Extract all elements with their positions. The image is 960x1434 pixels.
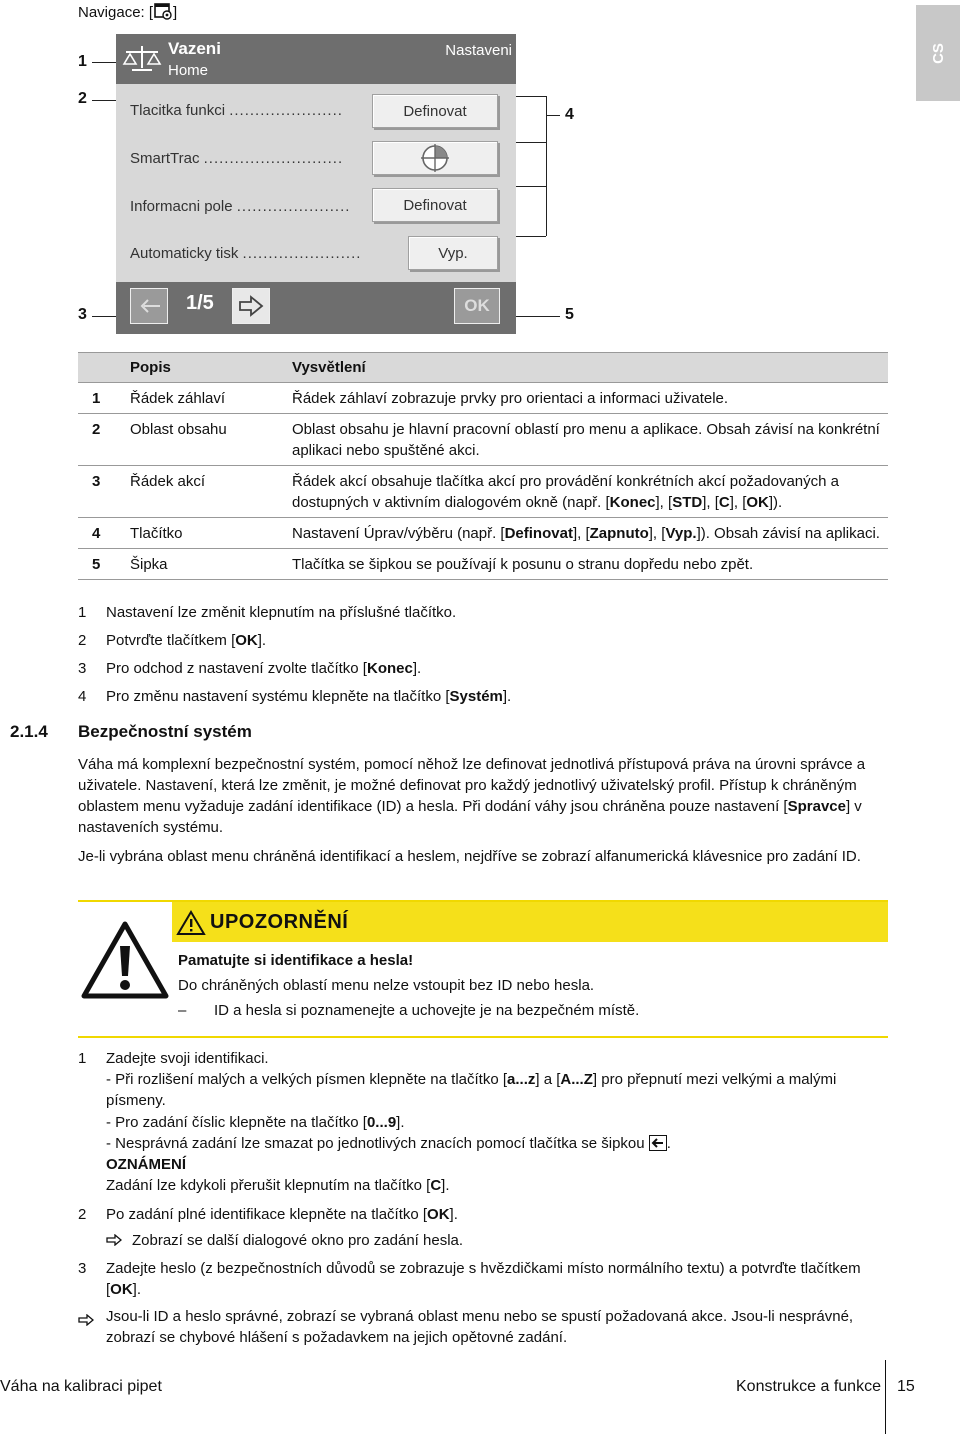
sub-bullet-case: - Při rozlišení malých a velkých písmen klepněte na tlačítko [a...z] a [A...Z] pro přepnutí mezi velkými a malými písmeny. xyxy=(106,1071,837,1109)
define-button-2[interactable]: Definovat xyxy=(372,188,498,222)
table-row xyxy=(78,466,888,518)
row-label: Tlacitka funkci xyxy=(130,102,226,119)
device-screenshot xyxy=(116,34,516,334)
backspace-arrow-icon xyxy=(649,1135,667,1151)
table-header-row xyxy=(78,353,888,383)
row-label: SmartTrac xyxy=(130,150,200,167)
description-table xyxy=(78,352,888,580)
row-number: 4 xyxy=(78,518,126,549)
result-arrow xyxy=(78,1310,94,1331)
define-button-1[interactable]: Definovat xyxy=(372,94,498,128)
smarttrac-icon xyxy=(419,143,451,173)
callout-4: 4 xyxy=(565,106,574,123)
page-indicator: 1/5 xyxy=(186,292,214,314)
screen-header xyxy=(116,34,516,84)
screen-row-info-field xyxy=(130,198,350,215)
callout-3: 3 xyxy=(78,306,87,323)
settings-window-icon xyxy=(154,2,172,20)
row-number: 1 xyxy=(78,383,126,414)
table-header-explanation: Vysvětlení xyxy=(288,353,888,383)
screen-title: Vazeni xyxy=(168,39,221,58)
row-dots: ....................... xyxy=(242,245,362,262)
table-row xyxy=(78,383,888,414)
leader-bracket-4 xyxy=(546,96,547,236)
row-explanation: Oblast obsahu je hlavní pracovní oblastí pro menu a aplikace. Obsah závisí na konkrétní aplikaci nebo spuštěné akci. xyxy=(288,414,888,466)
next-arrow-button[interactable] xyxy=(232,288,270,324)
row-description: Řádek záhlaví xyxy=(126,383,288,414)
callout-5: 5 xyxy=(565,306,574,323)
smarttrac-button[interactable] xyxy=(372,141,498,175)
screen-row-auto-print xyxy=(130,245,361,262)
table-row xyxy=(78,549,888,580)
table-row xyxy=(78,414,888,466)
back-arrow-button[interactable] xyxy=(130,288,168,324)
note-heading: OZNÁMENÍ xyxy=(106,1156,186,1173)
row-description: Oblast obsahu xyxy=(126,414,288,466)
step-3-text: Zadejte heslo (z bezpečnostních důvodů se zobrazuje s hvězdičkami místo normálního textu) a potvrďte tlačítkem [OK]. xyxy=(106,1260,861,1298)
screen-right-title: Nastaveni xyxy=(445,42,512,59)
row-explanation: Řádek akcí obsahuje tlačítka akcí pro provádění konkrétních akcí požadovaných a dostupných v aktivním dialogovém okně (např. [Konec], [STD], [C], [OK]). xyxy=(288,466,888,518)
section-title: Bezpečnostní systém xyxy=(78,722,252,741)
screen-row-function-keys xyxy=(130,102,343,119)
result-line: Zobrazí se další dialogové okno pro zadání hesla. xyxy=(106,1230,463,1251)
balance-icon xyxy=(122,42,162,76)
row-dots: ...................... xyxy=(236,198,351,215)
table-row xyxy=(78,518,888,549)
footer-product-name: Váha na kalibraci pipet xyxy=(0,1378,162,1395)
section-heading xyxy=(10,722,252,742)
screen-subtitle: Home xyxy=(168,62,209,79)
warning-line-2: Do chráněných oblastí menu nelze vstoupit bez ID nebo hesla. xyxy=(178,977,595,994)
row-description: Řádek akcí xyxy=(126,466,288,518)
off-button[interactable]: Vyp. xyxy=(408,236,498,270)
warning-bullet: – ID a hesla si poznamenejte a uchovejte je na bezpečném místě. xyxy=(178,1002,640,1019)
warning-large-icon xyxy=(80,920,170,1000)
section-number: 2.1.4 xyxy=(10,722,48,741)
row-description: Šipka xyxy=(126,549,288,580)
warning-small-icon xyxy=(176,910,206,936)
callout-1: 1 xyxy=(78,53,87,70)
leader-line-4e xyxy=(546,115,560,116)
screen-row-smarttrac xyxy=(130,150,343,167)
warning-title: UPOZORNĚNÍ xyxy=(210,911,349,933)
row-explanation: Tlačítka se šipkou se používají k posunu o stranu dopředu nebo zpět. xyxy=(288,549,888,580)
sub-bullet-delete: - Nesprávná zadání lze smazat po jednotlivých znacích pomocí tlačítka se šipkou . xyxy=(106,1135,671,1152)
page-number: 15 xyxy=(897,1378,915,1395)
row-explanation: Řádek záhlaví zobrazuje prvky pro orientaci a informaci uživatele. xyxy=(288,383,888,414)
sub-bullet-digits: - Pro zadání číslic klepněte na tlačítko [0...9]. xyxy=(106,1114,405,1131)
row-label: Informacni pole xyxy=(130,198,233,215)
row-number: 5 xyxy=(78,549,126,580)
nav-suffix: ] xyxy=(173,4,178,21)
ok-button[interactable]: OK xyxy=(454,288,500,324)
screen-action-bar xyxy=(116,282,516,334)
footer-separator xyxy=(885,1360,886,1434)
result-arrow-icon xyxy=(106,1234,122,1246)
paragraph-protected-area: Je-li vybrána oblast menu chráněná identifikací a heslem, nejdříve se zobrazí alfanumerická klávesnice pro zadání ID. xyxy=(78,848,861,865)
row-dots: ...................... xyxy=(229,102,343,119)
table-header-number xyxy=(78,353,126,383)
table-header-description: Popis xyxy=(126,353,288,383)
forward-arrow-icon xyxy=(238,295,264,317)
paragraph-security-system: Váha má komplexní bezpečnostní systém, pomocí něhož lze definovat jednotlivá přístupová práva na úrovni správce a uživatele. Nastavení, která lze změnit, je možné definovat pro každý jednotlivý uživatelský profil. Přístup k chráněným oblastem menu vyžaduje zadání identifikace (ID) a hesla. Při dodání váhy jsou chráněna pouze nastavení [Spravce] v nastaveních systému. xyxy=(78,756,866,836)
language-tab xyxy=(916,5,960,101)
navigation-line xyxy=(78,2,177,21)
callout-2: 2 xyxy=(78,90,87,107)
note-text: Zadání lze kdykoli přerušit klepnutím na tlačítko [C]. xyxy=(106,1177,450,1194)
row-number: 2 xyxy=(78,414,126,466)
result-arrow-icon xyxy=(78,1314,94,1326)
row-number: 3 xyxy=(78,466,126,518)
row-description: Tlačítko xyxy=(126,518,288,549)
row-dots: ........................... xyxy=(203,150,344,167)
row-label: Automaticky tisk xyxy=(130,245,239,262)
row-explanation: Nastavení Úprav/výběru (např. [Definovat], [Zapnuto], [Vyp.]). Obsah závisí na aplikaci. xyxy=(288,518,888,549)
language-code: CS xyxy=(929,42,947,64)
footer-chapter: Konstrukce a funkce xyxy=(736,1378,881,1395)
warning-bottom-rule xyxy=(78,1036,888,1038)
nav-label: Navigace: [ xyxy=(78,4,154,21)
back-arrow-icon xyxy=(136,295,162,317)
final-result-text: Jsou-li ID a heslo správné, zobrazí se vybraná oblast menu nebo se spustí požadovaná akce. Jsou-li nesprávné, zobrazí se chybové hlášení s požadavkem na jejich opětovné zadání. xyxy=(106,1308,854,1346)
warning-bold-line: Pamatujte si identifikace a hesla! xyxy=(178,952,414,969)
